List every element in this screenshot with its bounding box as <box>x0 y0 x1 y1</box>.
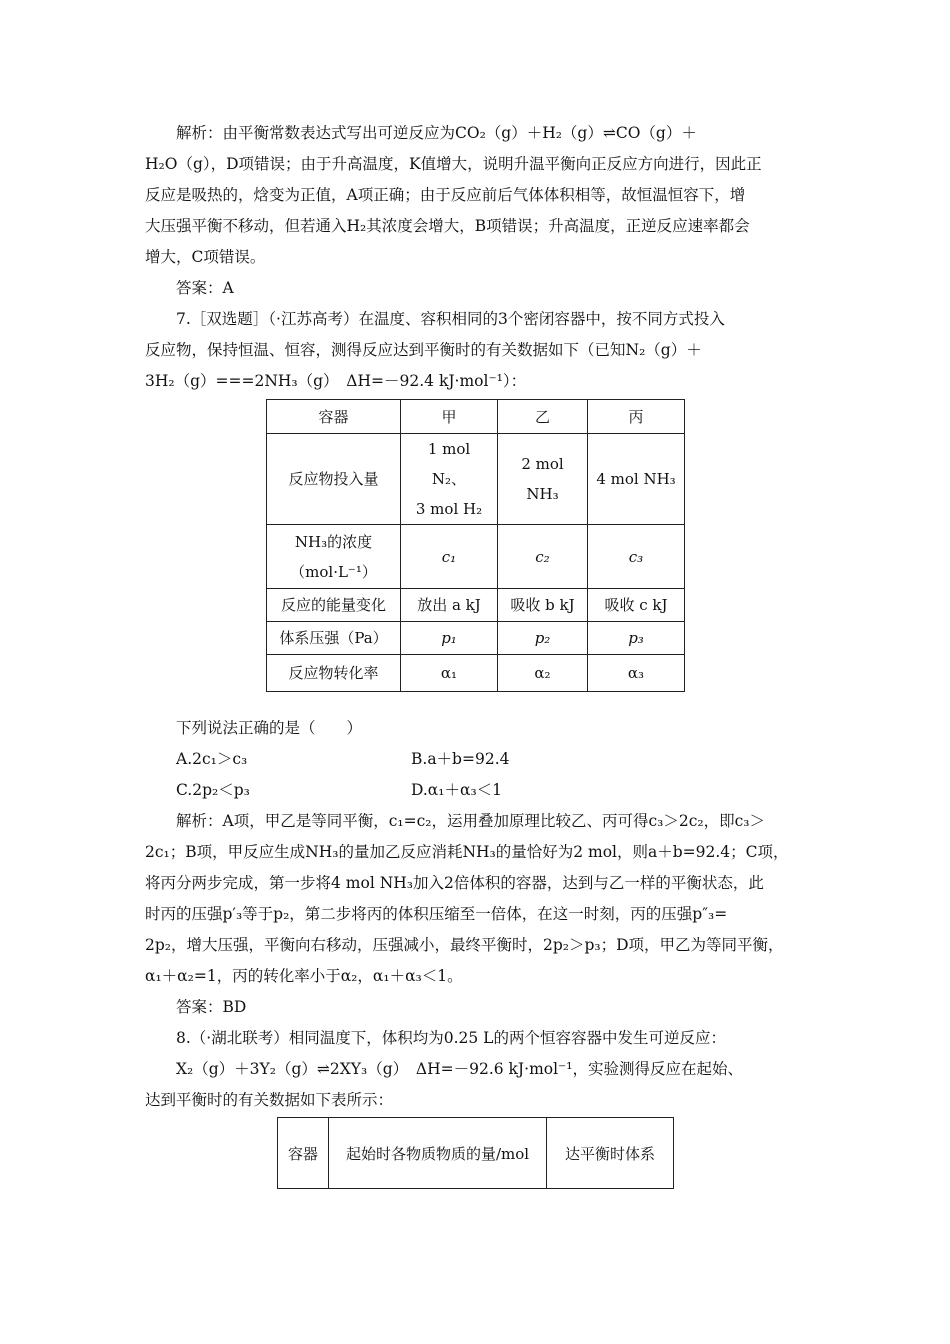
energy-yi-cell: 吸收 b kJ <box>498 589 588 622</box>
feed-jia-cell <box>401 434 498 525</box>
answer-6 <box>145 273 805 304</box>
table-header-cell: 达平衡时体系 <box>547 1118 674 1189</box>
table-row <box>267 525 685 589</box>
analysis-7-line-6: α₁＋α₂=1，丙的转化率小于α₂，α₁＋α₃＜1。 <box>145 967 463 985</box>
answer-7-text: 答案：BD <box>176 998 247 1016</box>
table-header-cell: 起始时各物质物质的量/mol <box>329 1118 547 1189</box>
analysis-6-line-3: 反应是吸热的，焓变为正值，A项正确；由于反应前后气体体积相等，故恒温恒容下，增 <box>145 186 746 204</box>
table-row <box>267 589 685 622</box>
pressure-yi-cell: p₂ <box>498 622 588 655</box>
conc-label-line-2: （mol·L⁻¹） <box>290 562 377 581</box>
analysis-6-line-1: 解析：由平衡常数表达式写出可逆反应为CO₂（g）＋H₂（g）⇌CO（g）＋ <box>176 124 697 142</box>
conc-yi-cell: c₂ <box>498 525 588 589</box>
question-8 <box>145 1023 805 1116</box>
data-table-7 <box>266 399 685 692</box>
pressure-bing-cell: p₃ <box>588 622 685 655</box>
conc-label-line-1: NH₃的浓度 <box>294 532 373 551</box>
analysis-7-line-3: 将丙分两步完成，第一步将4 mol NH₃加入2倍体积的容器，达到与乙一样的平衡状态，此 <box>145 874 764 892</box>
table-row <box>267 622 685 655</box>
analysis-7-line-1: 解析：A项，甲乙是等同平衡，c₁=c₂，运用叠加原理比较乙、丙可得c₃＞2c₂，即c₃＞ <box>176 812 766 830</box>
table-header-cell: 乙 <box>498 400 588 434</box>
option-d: D.α₁＋α₃＜1 <box>411 781 503 799</box>
energy-bing-cell: 吸收 c kJ <box>588 589 685 622</box>
analysis-7 <box>145 806 805 992</box>
question-7-line-2: 反应物，保持恒温、恒容，测得反应达到平衡时的有关数据如下（已知N₂（g）＋ <box>145 341 702 359</box>
analysis-6-line-5: 增大，C项错误。 <box>145 248 266 266</box>
question-7-prompt <box>145 713 805 744</box>
table-header-cell: 容器 <box>278 1118 329 1189</box>
feed-jia-line-1: 1 mol <box>427 440 471 458</box>
question-7-line-1: 7.［双选题］（·江苏高考）在温度、容积相同的3个密闭容器中，按不同方式投入 <box>176 310 725 328</box>
analysis-6-line-4: 大压强平衡不移动，但若通入H₂其浓度会增大，B项错误；升高温度，正逆反应速率都会 <box>145 217 750 235</box>
table-row <box>267 400 685 434</box>
pressure-jia-cell: p₁ <box>401 622 498 655</box>
question-7-prompt-text: 下列说法正确的是（ ） <box>176 719 363 737</box>
row-label-conversion: 反应物转化率 <box>267 655 401 692</box>
table-row <box>267 655 685 692</box>
table-header-cell: 丙 <box>588 400 685 434</box>
option-c: C.2p₂＜p₃ <box>176 781 250 799</box>
question-8-line-2: X₂（g）＋3Y₂（g）⇌2XY₃（g） ΔH=－92.6 kJ·mol⁻¹，实验测得反应在起始、 <box>176 1060 743 1078</box>
table-row <box>278 1118 674 1189</box>
answer-6-text: 答案：A <box>176 279 234 297</box>
conversion-yi-cell: α₂ <box>498 655 588 692</box>
analysis-7-line-5: 2p₂，增大压强，平衡向右移动，压强减小，最终平衡时，2p₂＞p₃；D项，甲乙为等同平衡， <box>145 936 784 954</box>
question-8-line-3: 达到平衡时的有关数据如下表所示： <box>145 1091 394 1109</box>
option-b: B.a＋b=92.4 <box>411 750 510 768</box>
table-row <box>267 434 685 525</box>
option-a: A.2c₁＞c₃ <box>176 750 248 768</box>
table-header-cell: 甲 <box>401 400 498 434</box>
conc-jia-cell: c₁ <box>401 525 498 589</box>
conversion-jia-cell: α₁ <box>401 655 498 692</box>
question-8-line-1: 8.（·湖北联考）相同温度下，体积均为0.25 L的两个恒容容器中发生可逆反应： <box>176 1029 726 1047</box>
data-table-8 <box>277 1117 674 1189</box>
row-label-pressure: 体系压强（Pa） <box>267 622 401 655</box>
feed-yi-cell <box>498 434 588 525</box>
answer-7 <box>145 992 805 1023</box>
feed-jia-line-2: N₂、 <box>431 470 467 488</box>
analysis-6 <box>145 118 805 273</box>
feed-yi-line-2: NH₃ <box>526 485 559 503</box>
conc-bing-cell: c₃ <box>588 525 685 589</box>
feed-yi-line-1: 2 mol <box>521 455 564 473</box>
row-label-feed: 反应物投入量 <box>267 434 401 525</box>
question-7-line-3: 3H₂（g）===2NH₃（g） ΔH=－92.4 kJ·mol⁻¹）： <box>145 372 527 390</box>
table-header-cell: 容器 <box>267 400 401 434</box>
row-label-conc <box>267 525 401 589</box>
analysis-7-line-4: 时丙的压强p′₃等于p₂，第二步将丙的体积压缩至一倍体，在这一时刻，丙的压强p″₃= <box>145 905 728 923</box>
feed-jia-line-3: 3 mol H₂ <box>415 500 483 518</box>
question-7 <box>145 304 805 397</box>
feed-bing-cell: 4 mol NH₃ <box>588 434 685 525</box>
analysis-6-line-2: H₂O（g），D项错误；由于升高温度，K值增大，说明升温平衡向正反应方向进行，因此正 <box>145 155 762 173</box>
conversion-bing-cell: α₃ <box>588 655 685 692</box>
energy-jia-cell: 放出 a kJ <box>401 589 498 622</box>
row-label-energy: 反应的能量变化 <box>267 589 401 622</box>
analysis-7-line-2: 2c₁；B项，甲反应生成NH₃的量加乙反应消耗NH₃的量恰好为2 mol，则a＋b=92.4；C项， <box>145 843 789 861</box>
